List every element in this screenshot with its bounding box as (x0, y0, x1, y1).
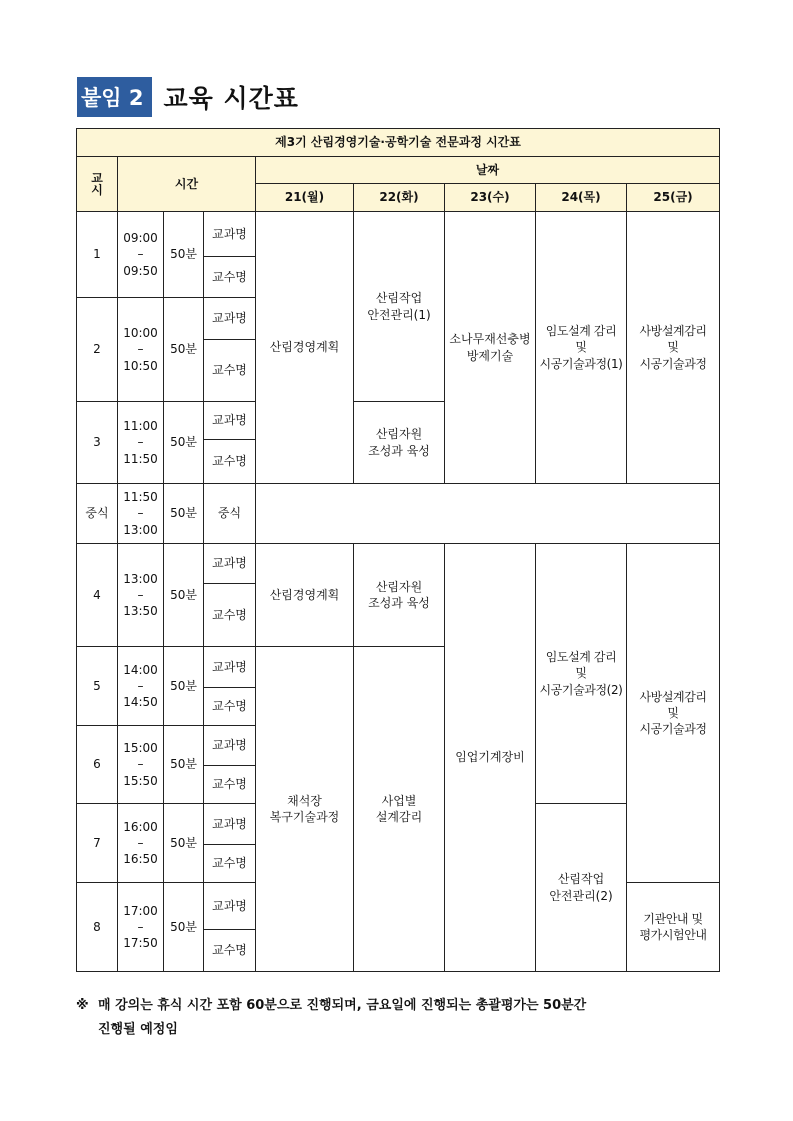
period-time: 13:00 – 13:50 (118, 544, 164, 647)
period-duration: 50분 (164, 212, 204, 298)
course-name-label: 교과명 (204, 804, 256, 845)
period-number: 2 (77, 298, 118, 402)
period-duration: 50분 (164, 804, 204, 883)
course-thu-pm2: 산림작업 안전관리(2) (536, 804, 627, 972)
period-header: 교 시 (77, 157, 118, 212)
schedule-table (76, 128, 720, 972)
course-thu-pm1: 임도설계 감리 및 시공기술과정(2) (536, 544, 627, 804)
lunch-duration: 50분 (164, 484, 204, 544)
professor-name-label: 교수명 (204, 766, 256, 804)
lunch-label: 중식 (77, 484, 118, 544)
period-number: 6 (77, 726, 118, 804)
day-header-fri: 25(금) (627, 184, 720, 212)
course-mon-p4: 산림경영계획 (256, 544, 354, 647)
period-time: 11:00 – 11:50 (118, 402, 164, 484)
professor-name-label: 교수명 (204, 340, 256, 402)
period-number: 8 (77, 883, 118, 972)
period-number: 5 (77, 647, 118, 726)
period-duration: 50분 (164, 544, 204, 647)
lunch-time: 11:50 – 13:00 (118, 484, 164, 544)
professor-name-label: 교수명 (204, 930, 256, 972)
time-header: 시간 (118, 157, 256, 212)
period-duration: 50분 (164, 402, 204, 484)
period-duration: 50분 (164, 726, 204, 804)
schedule-title: 제3기 산림경영기술·공학기술 전문과정 시간표 (77, 129, 720, 157)
professor-name-label: 교수명 (204, 845, 256, 883)
course-tue-pm: 사업별 설계감리 (354, 647, 445, 972)
period-duration: 50분 (164, 647, 204, 726)
period-number: 3 (77, 402, 118, 484)
period-time: 09:00 – 09:50 (118, 212, 164, 298)
course-mon-pm: 채석장 복구기술과정 (256, 647, 354, 972)
lunch-sub: 중식 (204, 484, 256, 544)
course-name-label: 교과명 (204, 883, 256, 930)
day-header-mon: 21(월) (256, 184, 354, 212)
course-wed-pm: 임업기계장비 (445, 544, 536, 972)
reference-mark: ※ (76, 998, 89, 1013)
course-thu-am: 임도설계 감리 및 시공기술과정(1) (536, 212, 627, 484)
period-time: 10:00 – 10:50 (118, 298, 164, 402)
document-heading (77, 77, 299, 117)
period-time: 15:00 – 15:50 (118, 726, 164, 804)
day-header-wed: 23(수) (445, 184, 536, 212)
day-header-tue: 22(화) (354, 184, 445, 212)
course-name-label: 교과명 (204, 402, 256, 440)
lunch-empty (256, 484, 720, 544)
course-name-label: 교과명 (204, 544, 256, 584)
attachment-badge: 붙임 2 (77, 77, 152, 117)
footnote (76, 994, 721, 1042)
date-header: 날짜 (256, 157, 720, 184)
course-fri-pm1: 사방설계감리 및 시공기술과정 (627, 544, 720, 883)
professor-name-label: 교수명 (204, 688, 256, 726)
period-time: 14:00 – 14:50 (118, 647, 164, 726)
course-tue-am1: 산림작업 안전관리(1) (354, 212, 445, 402)
course-fri-pm2: 기관안내 및 평가시험안내 (627, 883, 720, 972)
course-tue-am2: 산림자원 조성과 육성 (354, 402, 445, 484)
period-number: 1 (77, 212, 118, 298)
period-duration: 50분 (164, 298, 204, 402)
day-header-thu: 24(목) (536, 184, 627, 212)
course-tue-p4: 산림자원 조성과 육성 (354, 544, 445, 647)
period-time: 17:00 – 17:50 (118, 883, 164, 972)
course-mon-am: 산림경영계획 (256, 212, 354, 484)
course-wed-am: 소나무재선충병 방제기술 (445, 212, 536, 484)
professor-name-label: 교수명 (204, 584, 256, 647)
professor-name-label: 교수명 (204, 257, 256, 298)
professor-name-label: 교수명 (204, 440, 256, 484)
period-number: 7 (77, 804, 118, 883)
course-name-label: 교과명 (204, 212, 256, 257)
course-fri-am: 사방설계감리 및 시공기술과정 (627, 212, 720, 484)
footnote-line2: 진행될 예정임 (98, 1022, 178, 1037)
document-title: 교육 시간표 (163, 84, 299, 113)
course-name-label: 교과명 (204, 647, 256, 688)
course-name-label: 교과명 (204, 726, 256, 766)
course-name-label: 교과명 (204, 298, 256, 340)
period-time: 16:00 – 16:50 (118, 804, 164, 883)
period-number: 4 (77, 544, 118, 647)
period-duration: 50분 (164, 883, 204, 972)
footnote-line1: 매 강의는 휴식 시간 포함 60분으로 진행되며, 금요일에 진행되는 총괄평가는 50분간 (98, 998, 587, 1013)
